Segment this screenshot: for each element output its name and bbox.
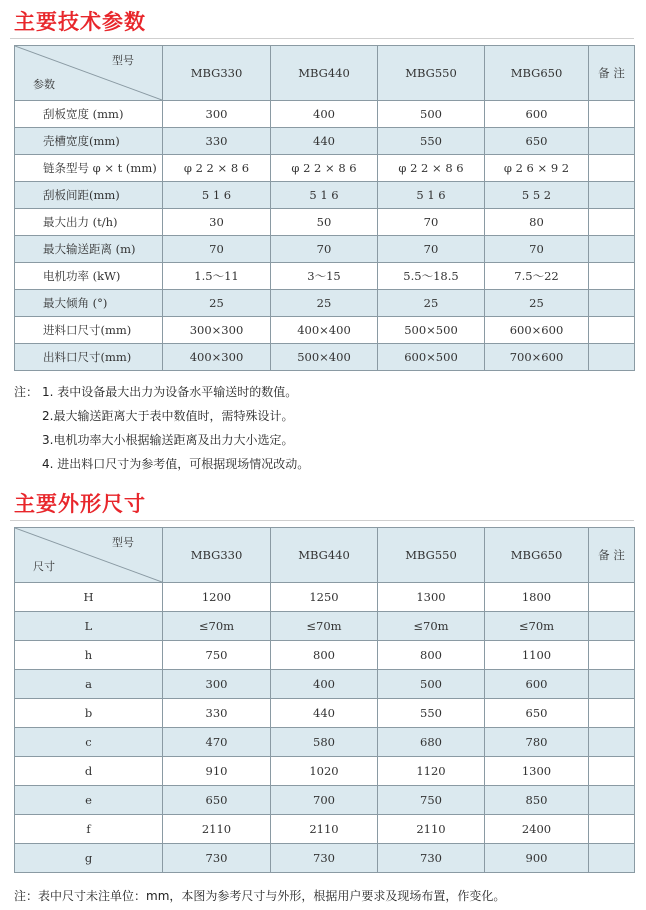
row-label: 刮板宽度 (mm) [15,101,163,128]
table-cell: 1250 [271,583,378,612]
remark-cell [589,317,635,344]
corner-param-label: 参数 [33,78,55,91]
row-label: 刮板间距(mm) [15,182,163,209]
corner-header-cell [15,46,163,101]
table-row [15,786,635,815]
remark-cell [589,670,635,699]
remark-header: 备 注 [589,46,635,101]
table-cell: 5 1 6 [271,182,378,209]
remark-cell [589,641,635,670]
table-cell: 70 [378,236,485,263]
row-label: 最大输送距离 (m) [15,236,163,263]
remark-cell [589,612,635,641]
corner-model-label: 型号 [112,536,134,549]
table-cell: 650 [163,786,271,815]
table-cell: 25 [378,290,485,317]
table-row [15,641,635,670]
table-row [15,155,635,182]
row-label: h [15,641,163,670]
table-row [15,317,635,344]
notes-block [14,380,309,476]
table-cell: 780 [485,728,589,757]
table-cell: 500×400 [271,344,378,371]
table-row [15,612,635,641]
table-row [15,344,635,371]
table-cell: 1300 [378,583,485,612]
table-header-row [15,528,635,583]
table-row [15,236,635,263]
note-line: 4. 进出料口尺寸为参考值，可根据现场情况改动。 [42,457,310,471]
table-cell: 5 5 2 [485,182,589,209]
table-row [15,583,635,612]
table-cell: 400 [271,101,378,128]
remark-cell [589,344,635,371]
table-cell: 500×500 [378,317,485,344]
table-cell: 300 [163,101,271,128]
note-line: 注： 1. 表中设备最大出力为设备水平输送时的数值。 [14,380,309,404]
table-cell: 2110 [163,815,271,844]
row-label: f [15,815,163,844]
note-line: 3.电机功率大小根据输送距离及出力大小选定。 [42,433,294,447]
table-cell: 580 [271,728,378,757]
table-cell: ≤70m [271,612,378,641]
table-cell: 5 1 6 [163,182,271,209]
table-cell: 600 [485,101,589,128]
table-cell: 600 [485,670,589,699]
column-header: MBG330 [163,46,271,101]
table-cell: 25 [271,290,378,317]
row-label: H [15,583,163,612]
table-cell: 1300 [485,757,589,786]
note-line: 2.最大输送距离大于表中数值时，需特殊设计。 [42,409,294,423]
remark-cell [589,728,635,757]
table-cell: 5.5～18.5 [378,263,485,290]
remark-cell [589,844,635,873]
column-header: MBG440 [271,46,378,101]
table-row [15,263,635,290]
table-row [15,128,635,155]
table-cell: φ 2 2 × 8 6 [378,155,485,182]
table-cell: 70 [163,236,271,263]
table-cell: 400×400 [271,317,378,344]
table-cell: 750 [378,786,485,815]
corner-header-cell [15,528,163,583]
table-cell: 470 [163,728,271,757]
dimensions-table [14,527,635,873]
section-divider [10,520,634,521]
remark-header: 备 注 [589,528,635,583]
table-cell: 440 [271,699,378,728]
column-header: MBG440 [271,528,378,583]
table-cell: 2110 [271,815,378,844]
remark-cell [589,699,635,728]
section-divider [10,38,634,39]
table-cell: 70 [378,209,485,236]
row-label: 最大出力 (t/h) [15,209,163,236]
remark-cell [589,757,635,786]
table-cell: 2110 [378,815,485,844]
corner-model-label: 型号 [112,54,134,67]
row-label: e [15,786,163,815]
table-cell: 650 [485,128,589,155]
table-cell: 800 [271,641,378,670]
remark-cell [589,182,635,209]
table-cell: 70 [271,236,378,263]
table-cell: 1100 [485,641,589,670]
note-line: 注：表中尺寸未注单位：mm，本图为参考尺寸与外形，根据用户要求及现场布置，作变化。 [14,889,506,903]
remark-cell [589,290,635,317]
technical-params-table [14,45,635,371]
table-cell: 25 [485,290,589,317]
row-label: a [15,670,163,699]
table-cell: 70 [485,236,589,263]
table-cell: 330 [163,128,271,155]
table-row [15,101,635,128]
table-cell: 650 [485,699,589,728]
note-prefix: 注： [14,385,39,399]
table-row [15,757,635,786]
remark-cell [589,101,635,128]
table-cell: 900 [485,844,589,873]
remark-cell [589,583,635,612]
table-cell: ≤70m [378,612,485,641]
table-cell: φ 2 2 × 8 6 [271,155,378,182]
table-cell: 300 [163,670,271,699]
row-label: b [15,699,163,728]
table-cell: 680 [378,728,485,757]
column-header: MBG330 [163,528,271,583]
section-title-technical-params: 主要技术参数 [14,10,146,34]
table-row [15,815,635,844]
table-cell: 730 [378,844,485,873]
row-label: 进料口尺寸(mm) [15,317,163,344]
column-header: MBG550 [378,46,485,101]
row-label: 出料口尺寸(mm) [15,344,163,371]
table-cell: ≤70m [163,612,271,641]
table-cell: φ 2 6 × 9 2 [485,155,589,182]
table-cell: 50 [271,209,378,236]
table-cell: 440 [271,128,378,155]
row-label: 壳槽宽度(mm) [15,128,163,155]
table-cell: 850 [485,786,589,815]
table-cell: 5 1 6 [378,182,485,209]
remark-cell [589,815,635,844]
table-cell: 550 [378,699,485,728]
row-label: 电机功率 (kW) [15,263,163,290]
table-row [15,290,635,317]
table-row [15,209,635,236]
table-cell: 600×500 [378,344,485,371]
table-cell: φ 2 2 × 8 6 [163,155,271,182]
remark-cell [589,155,635,182]
table-cell: 25 [163,290,271,317]
column-header: MBG650 [485,528,589,583]
column-header: MBG550 [378,528,485,583]
remark-cell [589,263,635,290]
table-cell: 80 [485,209,589,236]
table-cell: 7.5～22 [485,263,589,290]
table-cell: 30 [163,209,271,236]
table-cell: 1020 [271,757,378,786]
table-cell: 550 [378,128,485,155]
table-cell: 1.5～11 [163,263,271,290]
table-cell: 730 [163,844,271,873]
corner-dimension-label: 尺寸 [33,560,55,573]
table-cell: 600×600 [485,317,589,344]
table-cell: 3～15 [271,263,378,290]
table-cell: ≤70m [485,612,589,641]
table-cell: 700×600 [485,344,589,371]
table-cell: 700 [271,786,378,815]
table-row [15,182,635,209]
row-label: d [15,757,163,786]
row-label: 链条型号 φ × t (mm) [15,155,163,182]
table-cell: 500 [378,670,485,699]
section-title-dimensions: 主要外形尺寸 [14,492,146,516]
table-cell: 400×300 [163,344,271,371]
table-row [15,699,635,728]
table-cell: 400 [271,670,378,699]
remark-cell [589,128,635,155]
table-cell: 910 [163,757,271,786]
notes-block [14,884,505,908]
table-cell: 1800 [485,583,589,612]
table-cell: 500 [378,101,485,128]
row-label: 最大倾角 (°) [15,290,163,317]
row-label: c [15,728,163,757]
remark-cell [589,209,635,236]
remark-cell [589,236,635,263]
table-cell: 1120 [378,757,485,786]
row-label: g [15,844,163,873]
table-cell: 750 [163,641,271,670]
table-header-row [15,46,635,101]
table-cell: 1200 [163,583,271,612]
remark-cell [589,786,635,815]
table-cell: 730 [271,844,378,873]
table-row [15,728,635,757]
table-row [15,670,635,699]
table-cell: 2400 [485,815,589,844]
table-row [15,844,635,873]
table-cell: 800 [378,641,485,670]
table-cell: 300×300 [163,317,271,344]
column-header: MBG650 [485,46,589,101]
table-cell: 330 [163,699,271,728]
row-label: L [15,612,163,641]
